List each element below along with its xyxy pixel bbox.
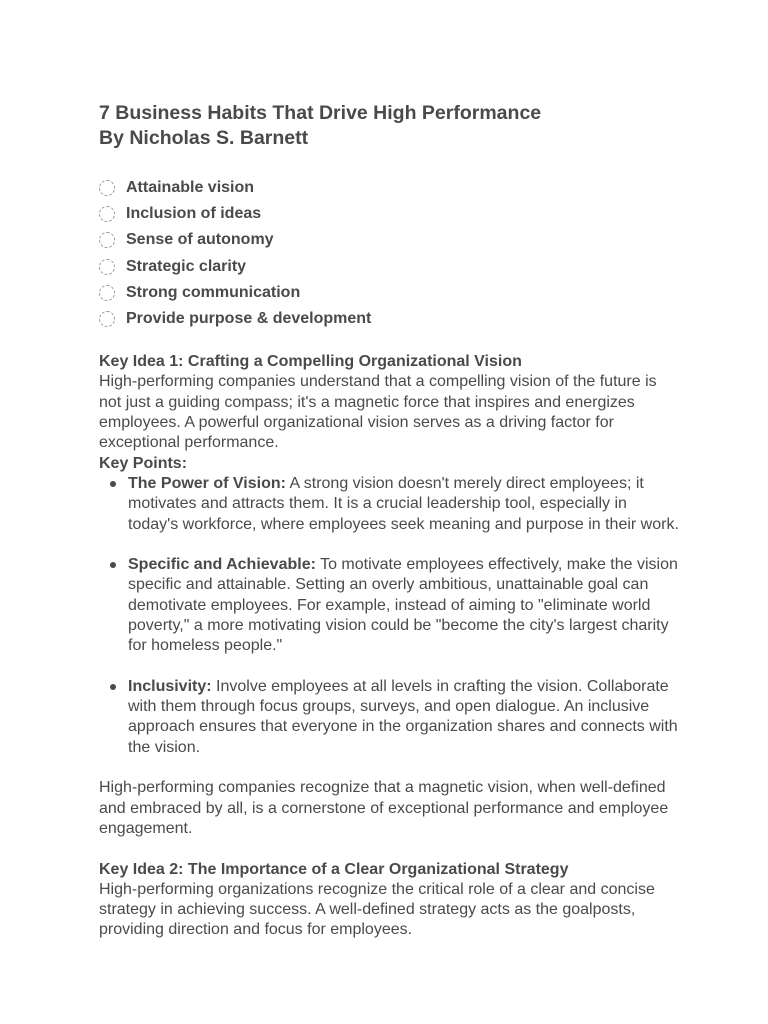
- checkbox-circle-icon[interactable]: [99, 180, 115, 196]
- key-point-item: [99, 677, 679, 758]
- key-point-text: Involve employees at all levels in crafting the vision. Collaborate with them through focus groups, surveys, and open dialogue. An inclusive approach ensures that everyone in the organization shares and connects with the vision.: [128, 677, 678, 756]
- checkbox-circle-icon[interactable]: [99, 259, 115, 275]
- checklist-item[interactable]: [99, 227, 679, 253]
- document-page: [99, 101, 679, 941]
- key-points-label: Key Points:: [99, 454, 188, 472]
- bullet-icon: [110, 684, 116, 690]
- checkbox-circle-icon[interactable]: [99, 206, 115, 222]
- checklist-item[interactable]: [99, 175, 679, 201]
- checklist-item[interactable]: [99, 306, 679, 332]
- spacer: [99, 758, 679, 778]
- key-idea-1-intro: High-performing companies understand that a compelling vision of the future is not just a guiding compass; it's a magnetic force that inspires and energizes employees. A powerful organizational vision serves as a driving factor for exceptional performance.: [99, 373, 657, 452]
- key-point-term: The Power of Vision:: [128, 474, 286, 492]
- key-point-item: [99, 555, 679, 656]
- key-idea-1-heading: Key Idea 1: Crafting a Compelling Organizational Vision: [99, 353, 522, 371]
- author-byline: By Nicholas S. Barnett: [99, 127, 309, 149]
- checklist-item-label: Strategic clarity: [126, 257, 247, 275]
- key-idea-1-section: [99, 352, 679, 839]
- key-point-term: Specific and Achievable:: [128, 556, 316, 574]
- document-title: [99, 101, 679, 151]
- key-idea-2-heading: Key Idea 2: The Importance of a Clear Organizational Strategy: [99, 860, 569, 878]
- key-idea-1-conclusion: High-performing companies recognize that a magnetic vision, when well-defined and embraced by all, is a cornerstone of exceptional performance and employee engagement.: [99, 779, 669, 837]
- checkbox-circle-icon[interactable]: [99, 285, 115, 301]
- key-point-term: Inclusivity:: [128, 677, 212, 695]
- checkbox-circle-icon[interactable]: [99, 311, 115, 327]
- key-idea-2-intro: High-performing organizations recognize the critical role of a clear and concise strategy in achieving success. A well-defined strategy acts as the goalposts, providing direction and focus for employees.: [99, 880, 655, 939]
- checklist-item-label: Provide purpose & development: [126, 310, 372, 328]
- habit-checklist: [99, 175, 679, 332]
- key-point-item: [99, 474, 679, 535]
- spacer: [99, 535, 679, 555]
- checklist-item-label: Strong communication: [126, 283, 301, 301]
- spacer: [99, 657, 679, 677]
- checklist-item-label: Inclusion of ideas: [126, 205, 262, 223]
- key-point-text: To motivate employees effectively, make the vision specific and attainable. Setting an overly ambitious, unattainable goal can demotivate employees. For example, instead of aiming to "eliminate world poverty," a more motivating vision could be "become the city's largest charity for homeless people.": [128, 556, 678, 655]
- checklist-item-label: Attainable vision: [126, 179, 255, 197]
- key-points-list: [99, 474, 679, 758]
- checkbox-circle-icon[interactable]: [99, 232, 115, 248]
- key-idea-2-section: [99, 860, 679, 941]
- key-point-text: A strong vision doesn't merely direct employees; it motivates and attracts them. It is a crucial leadership tool, especially in today's workforce, where employees seek meaning and purpose in their work.: [128, 474, 679, 533]
- checklist-item-label: Sense of autonomy: [126, 231, 274, 249]
- checklist-item[interactable]: [99, 201, 679, 227]
- bullet-icon: [110, 481, 116, 487]
- title-text: 7 Business Habits That Drive High Performance: [99, 102, 542, 124]
- checklist-item[interactable]: [99, 254, 679, 280]
- bullet-icon: [110, 562, 116, 568]
- checklist-item[interactable]: [99, 280, 679, 306]
